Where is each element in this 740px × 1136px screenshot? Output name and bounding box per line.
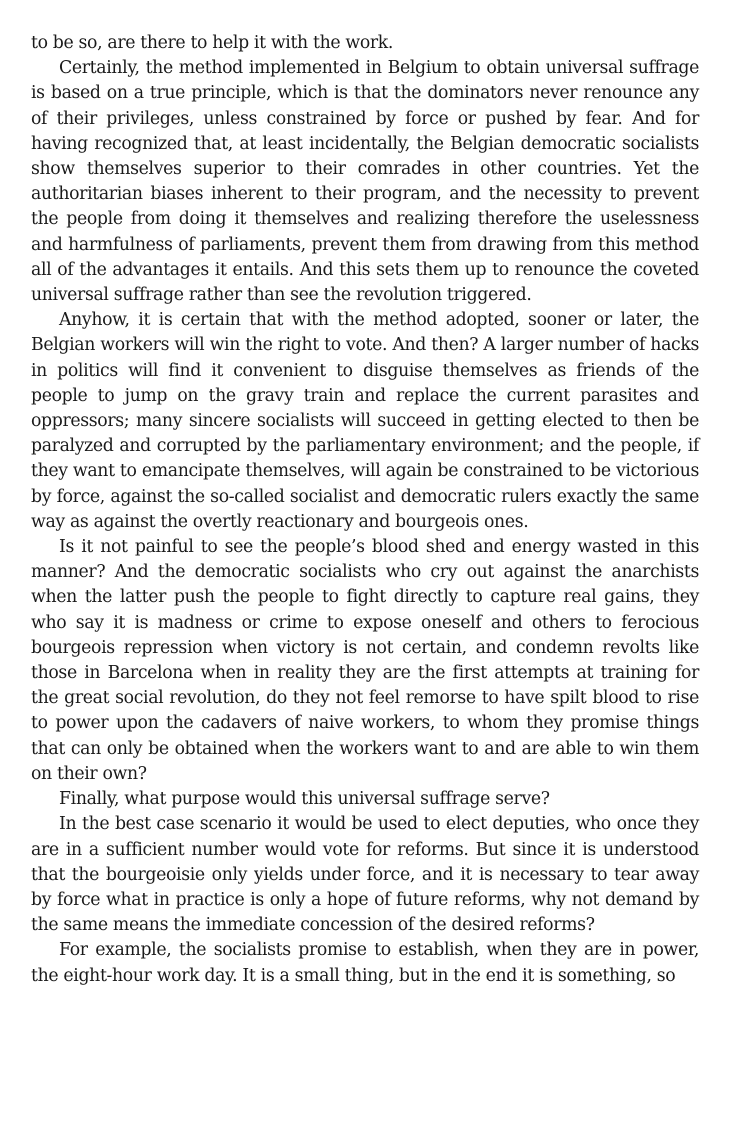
paragraph-eight-hour-day: For example, the socialists promise to establish, when they are in power, the eight-hour work day. It is a small thing, but in the end it is something, so [31,940,699,986]
paragraph-best-case: In the best case scenario it would be used to elect deputies, who once they are in a sufficient number would vote for reforms. But since it is understood that the bourgeoisie only yields under force, and it is necessary to tear away by force what in practice is only a hope of future reforms, why not demand by the same means the immediate concession of the desired reforms? [31,814,699,936]
document-page [31,31,699,989]
paragraph-blood-shed: Is it not painful to see the people’s blood shed and energy wasted in this manner? And the democratic socialists who cry out against the anarchists when the latter push the people to fight directly to capture real gains, they who say it is madness or crime to expose oneself and others to ferocious bourgeois repression when victory is not certain, and condemn revolts like those in Barcelona when in reality they are the first attempts at training for the great social revolution, do they not feel remorse to have spilt blood to rise to power upon the cadavers of naive workers, to whom they promise things that can only be obtained when the workers want to and are able to win them on their own? [31,537,699,784]
paragraph-purpose-question: Finally, what purpose would this universal suffrage serve? [59,789,550,810]
paragraph-belgian-workers-vote: Anyhow, it is certain that with the method adopted, sooner or later, the Belgian workers will win the right to vote. And then? A larger number of hacks in politics will find it convenient to disguise themselves as friends of the people to jump on the gravy train and replace the current parasites and oppressors; many sincere socialists will succeed in getting elected to then be paralyzed and corrupted by the parliamentary environment; and the people, if they want to emancipate themselves, will again be constrained to be victorious by force, against the so-called socialist and democratic rulers exactly the same way as against the overtly reactionary and bourgeois ones. [31,310,699,532]
paragraph-continuation: to be so, are there to help it with the work. [31,33,394,53]
paragraph-belgium-method: Certainly, the method implemented in Belgium to obtain universal suffrage is based on a true principle, which is that the dominators never renounce any of their privileges, unless constrained by force or pushed by fear. And for having recognized that, at least incidentally, the Belgian democratic socialists show themselves superior to their comrades in other countries. Yet the authoritarian biases inherent to their program, and the necessity to prevent the people from doing it themselves and realizing therefore the uselessness and harmfulness of parliaments, prevent them from drawing from this method all of the advantages it entails. And this sets them up to renounce the coveted universal suffrage rather than see the revolution triggered. [31,58,699,306]
